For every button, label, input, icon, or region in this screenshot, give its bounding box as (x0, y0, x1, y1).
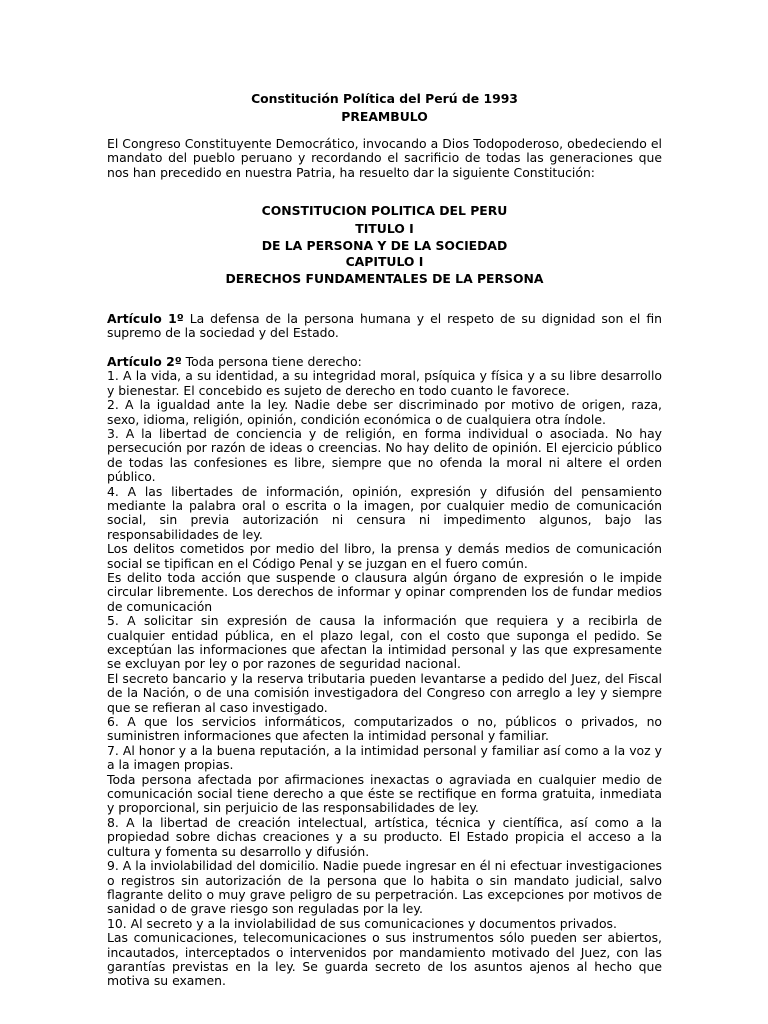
article-2-item-1: 1. A la vida, a su identidad, a su integridad moral, psíquica y física y a su libre desarrollo y bienestar. El concebido es sujeto de derecho en todo cuanto le favorece. (107, 368, 662, 398)
spacer (107, 288, 662, 312)
chapter-heading: CAPITULO I (345, 254, 424, 270)
document-content (107, 92, 662, 989)
preamble-text: El Congreso Constituyente Democrático, invocando a Dios Todopoderoso, obedeciendo el mandato del pueblo peruano y recordando el sacrificio de todas las generaciones que nos han precedido en nuestra Patria, ha resuelto dar la siguiente Constitución: (107, 135, 662, 180)
article-2-label: Artículo 2º (107, 353, 182, 369)
title-name: DE LA PERSONA Y DE LA SOCIEDAD (261, 237, 508, 253)
article-1-label: Artículo 1º (107, 311, 184, 327)
article-2-item-10-para-2: Las comunicaciones, telecomunicaciones o sus instrumentos sólo pueden ser abiertos, incautados, interceptados o intervenidos por mandamiento motivado del Juez, con las garantías previstas en la ley. Se guarda secreto de los asuntos ajenos al hecho que motiva su examen. (107, 930, 662, 989)
spacer (107, 180, 662, 204)
article-2 (107, 355, 662, 369)
article-2-item-4: 4. A las libertades de información, opinión, expresión y difusión del pensamiento mediante la palabra oral o escrita o la imagen, por cualquier medio de comunicación social, sin previa autorización ni censura ni impedimento algunos, bajo las responsabilidades de ley. (107, 483, 662, 542)
article-2-item-2: 2. A la igualdad ante la ley. Nadie debe ser discriminado por motivo de origen, raza, sexo, idioma, religión, opinión, condición económica o de cualquiera otra índole. (107, 397, 662, 427)
article-2-item-10: 10. Al secreto y a la inviolabilidad de sus comunicaciones y documentos privados. (107, 915, 617, 931)
chapter-name: DERECHOS FUNDAMENTALES DE LA PERSONA (225, 270, 544, 286)
title-heading: TITULO I (355, 221, 414, 237)
article-1-text: La defensa de la persona humana y el respeto de su dignidad son el fin supremo de la sociedad y del Estado. (107, 311, 662, 341)
article-2-item-4-para-3: Es delito toda acción que suspende o clausura algún órgano de expresión o le impide circular libremente. Los derechos de informar y opinar comprenden los de fundar medios de comunicación (107, 569, 662, 614)
preamble-heading: PREAMBULO (341, 109, 428, 125)
article-2-item-7: 7. Al honor y a la buena reputación, a la intimidad personal y familiar así como a la voz y a la imagen propias. (107, 742, 662, 773)
article-2-item-9: 9. A la inviolabilidad del domicilio. Nadie puede ingresar en él ni efectuar investigaciones o registros sin autorización de la persona que lo habita o sin mandato judicial, salvo flagrante delito o muy grave peligro de su perpetración. Las excepciones por motivos de sanidad o de grave riesgo son reguladas por la ley. (107, 858, 662, 917)
article-2-item-8: 8. A la libertad de creación intelectual, artística, técnica y científica, así como a la propiedad sobre dichas creaciones y a su producto. El Estado propicia el acceso a la cultura y fomenta su desarrollo y difusión. (107, 814, 662, 859)
document-title: Constitución Política del Perú de 1993 (251, 91, 518, 106)
article-2-item-6: 6. A que los servicios informáticos, computarizados o no, públicos o privados, no suministren informaciones que afecten la intimidad personal y familiar. (107, 714, 662, 744)
article-2-item-5: 5. A solicitar sin expresión de causa la información que requiera y a recibirla de cualquier entidad pública, en el plazo legal, con el costo que suponga el pedido. Se exceptúan las informaciones que afectan la intimidad personal y las que expresamente se excluyan por ley o por razones de seguridad nacional. (107, 613, 662, 672)
constitution-heading-block (107, 204, 662, 286)
article-2-item-4-para-2: Los delitos cometidos por medio del libro, la prensa y demás medios de comunicación social se tipifican en el Código Penal y se juzgan en el fuero común. (107, 541, 662, 571)
article-2-item-7-para-2: Toda persona afectada por afirmaciones inexactas o agraviada en cualquier medio de comunicación social tiene derecho a que éste se rectifique en forma gratuita, inmediata y proporcional, sin perjuicio de las responsabilidades de ley. (107, 771, 662, 816)
spacer (107, 341, 662, 355)
article-2-item-3: 3. A la libertad de conciencia y de religión, en forma individual o asociada. No hay persecución por razón de ideas o creencias. No hay delito de opinión. El ejercicio público de todas las confesiones es libre, siempre que no ofenda la moral ni altere el orden público. (107, 425, 662, 485)
article-2-text: Toda persona tiene derecho: (181, 353, 362, 369)
article-2-item-5-para-2: El secreto bancario y la reserva tributaria pueden levantarse a pedido del Juez, del Fiscal de la Nación, o de una comisión investigadora del Congreso con arreglo a ley y siempre que se refieran al caso investigado. (107, 670, 662, 715)
constitution-heading: CONSTITUCION POLITICA DEL PERU (261, 203, 508, 219)
article-1 (107, 312, 662, 341)
